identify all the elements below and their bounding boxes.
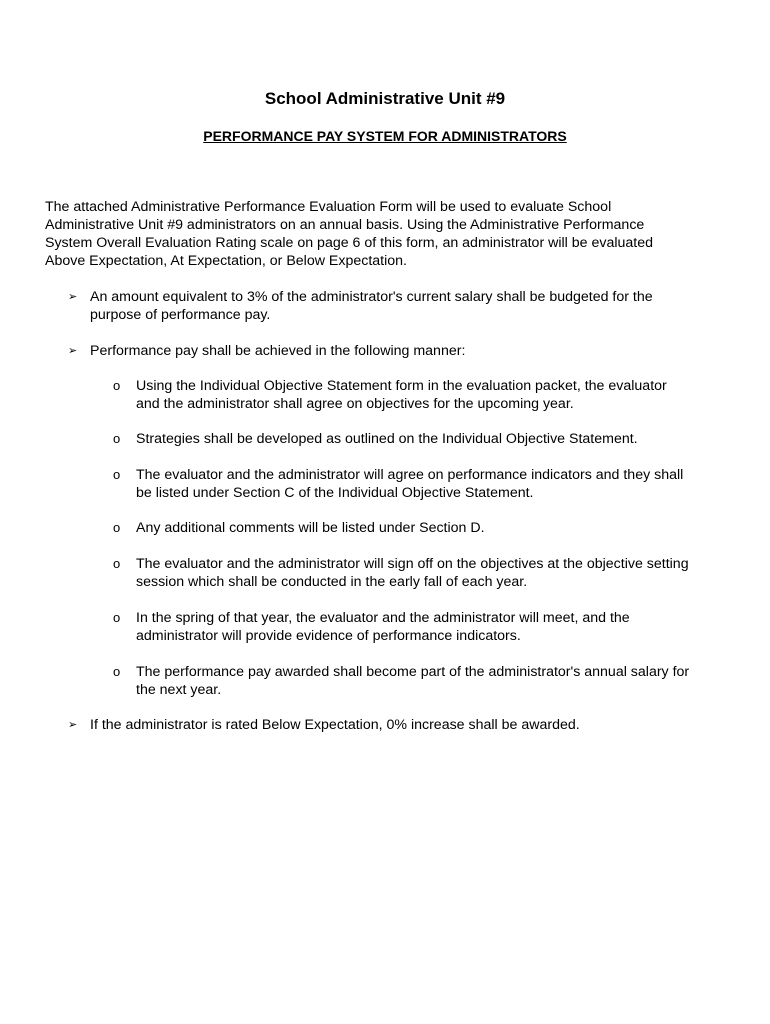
intro-line: Above Expectation, At Expectation, or Below Expectation. [45, 253, 407, 269]
circle-bullet-icon: o [113, 520, 121, 535]
sub-line: and the administrator shall agree on objectives for the upcoming year. [136, 396, 574, 412]
sub-item-spring-meeting [136, 609, 736, 645]
intro-line: The attached Administrative Performance Evaluation Form will be used to evaluate School [45, 199, 612, 215]
bullet-line: Performance pay shall be achieved in the following manner: [90, 343, 466, 359]
bullet-line: purpose of performance pay. [90, 307, 271, 323]
intro-line: System Overall Evaluation Rating scale on page 6 of this form, an administrator will be evaluated [45, 235, 654, 251]
sub-item-objectives [136, 377, 736, 413]
sub-item-sign-off [136, 555, 736, 591]
sub-line: Any additional comments will be listed under Section D. [136, 520, 485, 536]
arrow-bullet-icon: ➢ [68, 719, 78, 731]
circle-bullet-icon: o [113, 467, 121, 482]
sub-item-annual-salary [136, 663, 736, 699]
bullet-line: If the administrator is rated Below Expectation, 0% increase shall be awarded. [90, 717, 580, 733]
circle-bullet-icon: o [113, 610, 121, 625]
intro-line: Administrative Unit #9 administrators on an annual basis. Using the Administrative Performance [45, 217, 645, 233]
sub-line: the next year. [136, 682, 222, 698]
sub-item-comments [136, 519, 736, 537]
sub-line: Strategies shall be developed as outlined on the Individual Objective Statement. [136, 431, 638, 447]
sub-line: session which shall be conducted in the early fall of each year. [136, 574, 528, 590]
sub-item-strategies [136, 430, 736, 448]
sub-line: The evaluator and the administrator will agree on performance indicators and they shall [136, 467, 684, 483]
sub-line: In the spring of that year, the evaluator and the administrator will meet, and the [136, 610, 630, 626]
sub-line: Using the Individual Objective Statement form in the evaluation packet, the evaluator [136, 378, 667, 394]
circle-bullet-icon: o [113, 378, 121, 393]
bullet-item-budget [90, 288, 730, 324]
arrow-bullet-icon: ➢ [68, 345, 78, 357]
circle-bullet-icon: o [113, 556, 121, 571]
bullet-line: An amount equivalent to 3% of the administrator's current salary shall be budgeted for the [90, 289, 653, 305]
bullet-item-manner [90, 342, 730, 360]
sub-line: The evaluator and the administrator will sign off on the objectives at the objective setting [136, 556, 689, 572]
arrow-bullet-icon: ➢ [68, 291, 78, 303]
circle-bullet-icon: o [113, 431, 121, 446]
sub-line: be listed under Section C of the Individual Objective Statement. [136, 485, 534, 501]
circle-bullet-icon: o [113, 664, 121, 679]
intro-paragraph [45, 198, 725, 270]
document-subtitle: PERFORMANCE PAY SYSTEM FOR ADMINISTRATORS [203, 128, 567, 144]
sub-item-indicators [136, 466, 736, 502]
sub-line: The performance pay awarded shall become part of the administrator's annual salary for [136, 664, 690, 680]
sub-line: administrator will provide evidence of performance indicators. [136, 628, 521, 644]
document-title: School Administrative Unit #9 [264, 89, 506, 108]
bullet-item-below-expectation [90, 716, 730, 734]
